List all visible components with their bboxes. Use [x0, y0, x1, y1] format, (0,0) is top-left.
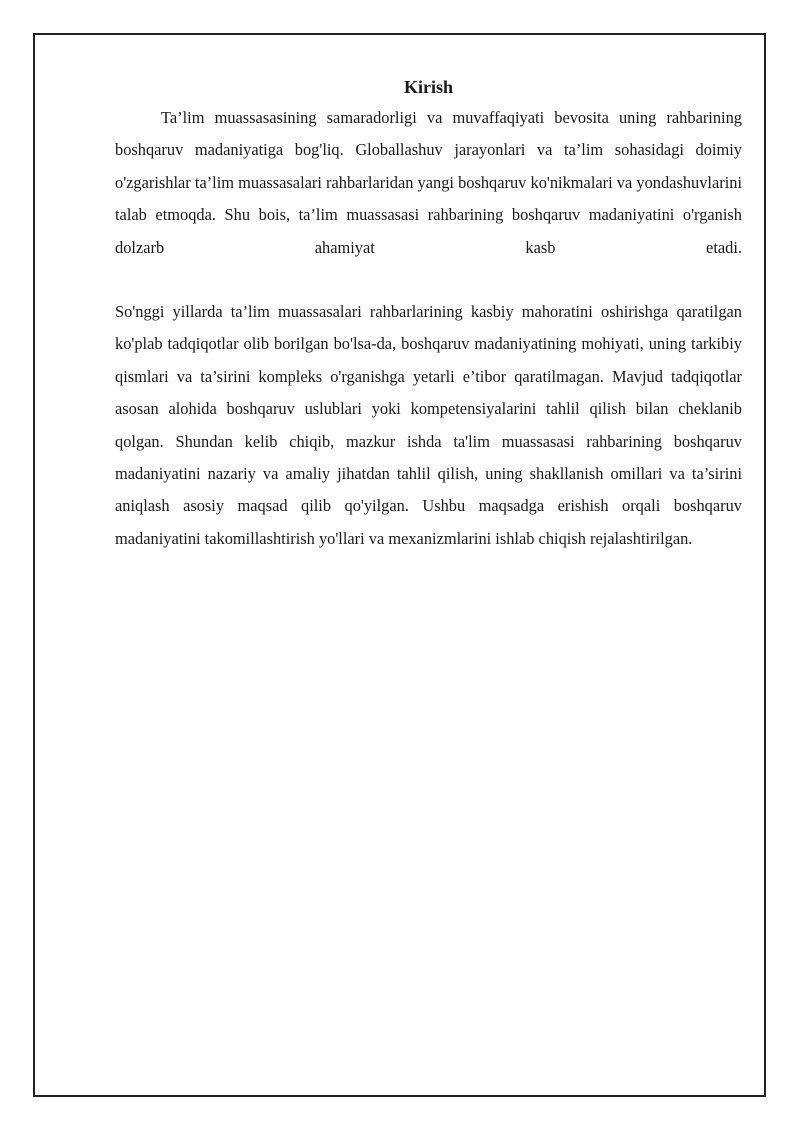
- paragraph-research-gap: So'nggi yillarda ta’lim muassasalari rahbarlarining kasbiy mahoratini oshirishga qaratilgan ko'plab tadqiqotlar olib borilgan bo'lsa-da, boshqaruv madaniyatining mohiyati, uning tarkibiy qismlari va ta’sirini kompleks o'rganishga yetarli e’tibor qaratilmagan. Mavjud tadqiqotlar asosan alohida boshqaruv uslublari yoki kompetensiyalarini tahlil qilish bilan cheklanib qolgan. Shundan kelib chiqib, mazkur ishda ta'lim muassasasi rahbarining boshqaruv madaniyatini nazariy va amaliy jihatdan tahlil qilish, uning shakllanish omillari va ta’sirini aniqlash asosiy maqsad qilib qo'yilgan. Ushbu maqsadga erishish orqali boshqaruv madaniyatini takomillashtirish yo'llari va mexanizmlarini ishlab chiqish rejalashtirilgan.: [115, 302, 742, 548]
- section-title: Kirish: [403, 77, 453, 97]
- document-body: [115, 72, 742, 555]
- paragraph-introduction: Ta’lim muassasasining samaradorligi va muvaffaqiyati bevosita uning rahbarining boshqaruv madaniyatiga bog'liq. Globallashuv jarayonlari va ta’lim sohasidagi doimiy o'zgarishlar ta’lim muassasalari rahbarlaridan yangi boshqaruv ko'nikmalari va yondashuvlarini talab etmoqda. Shu bois, ta’lim muassasasi rahbarining boshqaruv madaniyatini o'rganish dolzarb ahamiyat kasb etadi.: [115, 108, 742, 257]
